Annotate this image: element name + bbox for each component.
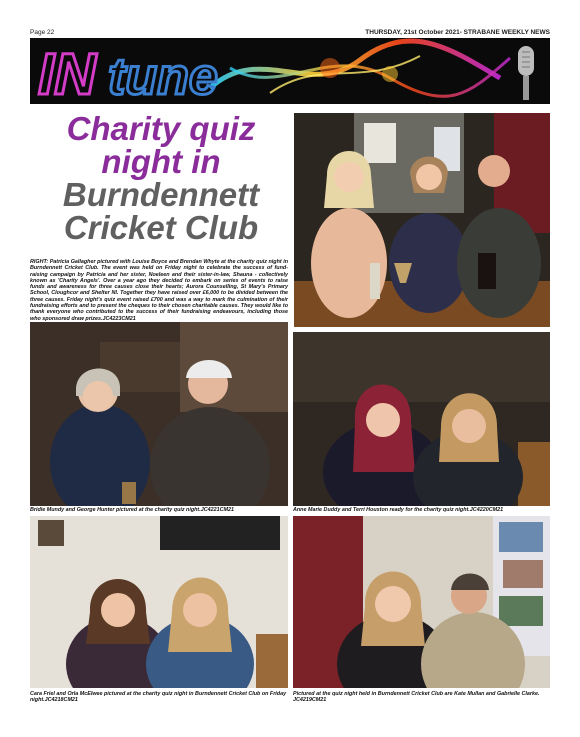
headline-line-1: Charity quiz bbox=[66, 110, 256, 147]
wall bbox=[293, 332, 550, 402]
tv-screen bbox=[160, 516, 280, 550]
photo-duddy-houston bbox=[293, 332, 550, 506]
caption-mundy-hunter: Bridie Mundy and George Hunter pictured at the charity quiz night.JC4221CM21 bbox=[30, 507, 234, 513]
pinned-photo bbox=[503, 560, 543, 588]
glow-dot bbox=[320, 58, 340, 78]
logo-in: IN bbox=[38, 42, 96, 104]
photo-mundy-hunter bbox=[30, 322, 288, 506]
page-number: Page 22 bbox=[30, 28, 55, 36]
face bbox=[366, 403, 400, 437]
caption-duddy-houston: Anne Marie Duddy and Terri Houston ready for the charity quiz night.JC4220CM21 bbox=[293, 507, 504, 513]
face bbox=[416, 164, 442, 190]
issue-date: THURSDAY, 21st October 2021- STRABANE WEEKLY NEWS bbox=[365, 28, 550, 36]
face bbox=[101, 593, 135, 627]
beer-glass bbox=[478, 253, 496, 289]
headline-line-2: night in bbox=[101, 143, 221, 180]
swirl-stroke bbox=[210, 41, 500, 88]
person-man-beard bbox=[457, 208, 541, 318]
banner-graphic bbox=[30, 38, 550, 104]
glow-dot bbox=[382, 66, 398, 82]
caption-mullan-clarke: Pictured at the quiz night held in Burndennett Cricket Club are Kate Mullan and Gabrielle Clarke. JC4219CM21 bbox=[293, 691, 540, 704]
face bbox=[334, 162, 364, 192]
picture-frame bbox=[38, 520, 64, 546]
face bbox=[452, 409, 486, 443]
glass bbox=[122, 482, 136, 504]
caption-friel-mcelwee: Cara Friel and Orla McElwee pictured at the charity quiz night in Burndennett Cricket Club on Friday night.JC4218CM21 bbox=[30, 691, 287, 704]
chair bbox=[256, 634, 288, 688]
article-headline bbox=[30, 112, 292, 244]
photo-quiz-table bbox=[294, 113, 550, 327]
face bbox=[183, 593, 217, 627]
microphone-icon bbox=[518, 46, 534, 100]
face bbox=[478, 155, 510, 187]
pinned-photo bbox=[499, 596, 543, 626]
photo-mullan-clarke bbox=[293, 516, 550, 688]
article-body: RIGHT: Patricia Gallagher pictured with Louise Boyce and Brendan Whyte at the charity quiz night in Burndennett Cricket Club. The event was held on Friday night to celebrate the success of fund-raising campaign by Patricia and her sister, Noeleen and their sister-in-law, Shauna - collectively known as 'Charity Angels'. Over a year ago they decided to embark on series of events to raise funds and awareness for three causes close their hearts; Aurora Counselling, St Mary's Primary School, Cloughcor and Shelter NI. Together they have raised over £6,000 to be divided between the three causes. Friday night's quiz event raised £700 and was a way to mark the culmination of their fundraising efforts and to present the cheques to their chosen charitable causes. They would like to thank everyone who contributed to the success of their fundraising endeavours, including those who sponsored draw prizes.JC4223CM21 bbox=[30, 259, 288, 322]
intune-banner bbox=[30, 38, 550, 104]
headline-line-3: Burndennett bbox=[62, 176, 260, 213]
bottle bbox=[370, 263, 380, 299]
poster bbox=[364, 123, 396, 163]
face bbox=[375, 586, 411, 622]
pinned-photo bbox=[499, 522, 543, 552]
face bbox=[83, 381, 113, 411]
page-header bbox=[30, 27, 550, 37]
headline-line-4: Cricket Club bbox=[63, 209, 259, 246]
logo-tune: tune bbox=[108, 48, 218, 104]
photo-friel-mcelwee bbox=[30, 516, 288, 688]
